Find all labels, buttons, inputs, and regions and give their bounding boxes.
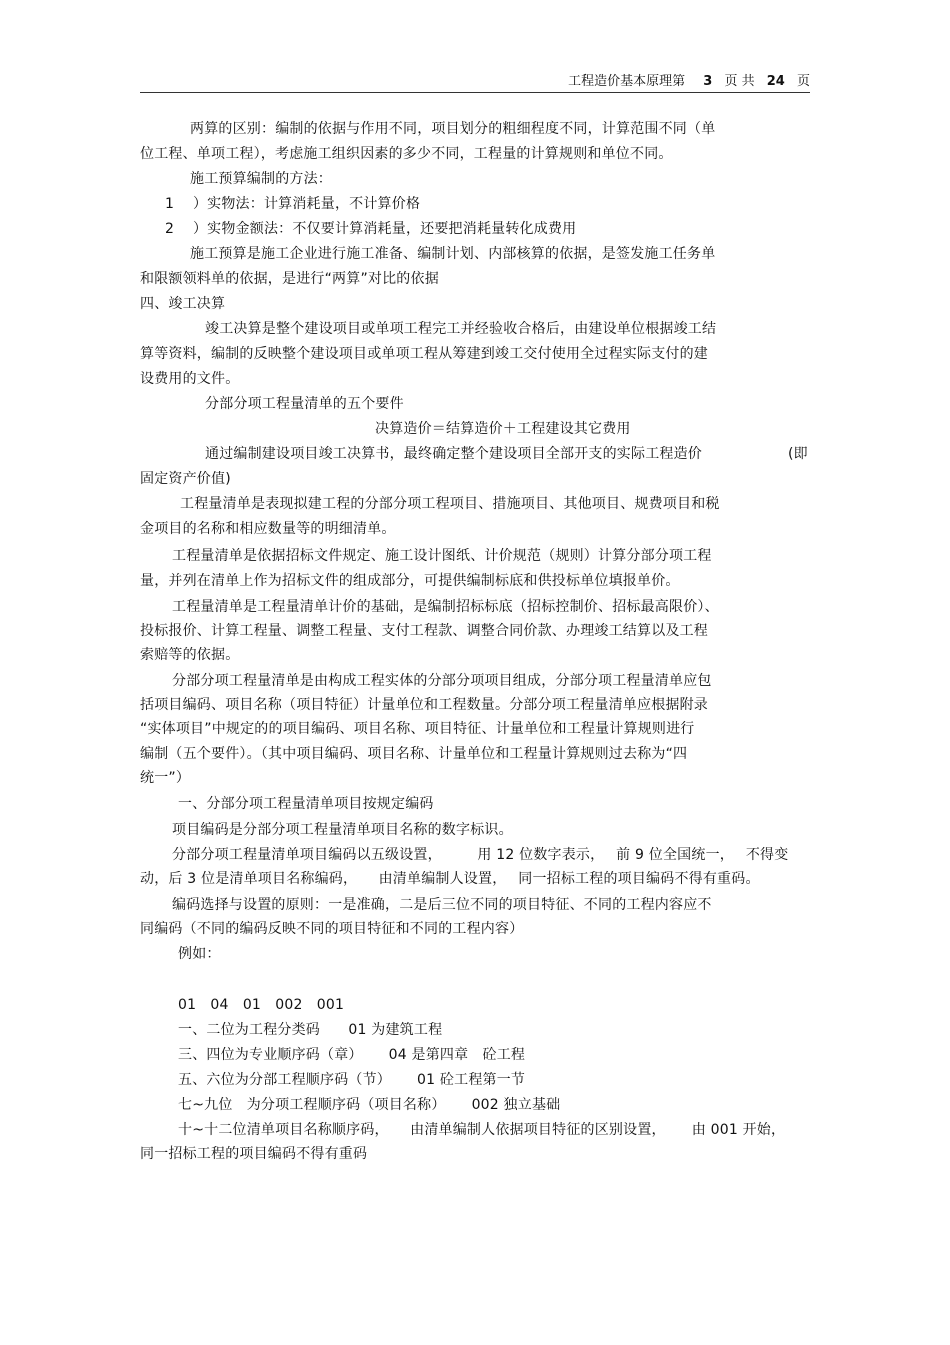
text-line: 同编码（不同的编码反映不同的项目特征和不同的工程内容）: [140, 921, 524, 937]
section-heading: 一、分部分项工程量清单项目按规定编码: [178, 796, 434, 812]
text-line: 工程量清单是工程量清单计价的基础，是编制招标标底（招标控制价、招标最高限价）、: [172, 599, 719, 615]
text-line: 分部分项工程量清单项目编码以五级设置， 用 12 位数字表示， 前 9 位全国统一， 不得变: [172, 847, 789, 863]
text-line: 通过编制建设项目竣工决算书，最终确定整个建设项目全部开支的实际工程造价: [205, 446, 702, 462]
text-line: 工程量清单是表现拟建工程的分部分项工程项目、措施项目、其他项目、规费项目和税: [180, 496, 720, 512]
text-line: 括项目编码、项目名称（项目特征）计量单位和工程数量。分部分项工程量清单应根据附录: [140, 697, 708, 713]
code-explanation: 十~十二位清单项目名称顺序码， 由清单编制人依据项目特征的区别设置， 由 001 开始，: [178, 1122, 786, 1138]
text-line: “实体项目”中规定的的项目编码、项目名称、项目特征、计量单位和工程量计算规则进行: [140, 721, 695, 737]
text-line: 项目编码是分部分项工程量清单项目名称的数字标识。: [172, 822, 513, 838]
section-heading: 四、竣工决算: [140, 296, 226, 312]
page-header: [140, 70, 810, 93]
text-line: 编码选择与设置的原则：一是准确，二是后三位不同的项目特征、不同的工程内容应不: [172, 897, 712, 913]
code-example: 01 04 01 002 001: [178, 997, 345, 1013]
text-line: 量，并列在清单上作为招标文件的组成部分，可提供编制标底和供投标单位填报单价。: [140, 573, 680, 589]
text-line: 索赔等的依据。: [140, 647, 240, 663]
header-page-label: 页 共: [724, 74, 755, 89]
header-title: 工程造价基本原理第: [568, 74, 686, 89]
text-line: 例如：: [178, 946, 221, 962]
text-line: 两算的区别：编制的依据与作用不同，项目划分的粗细程度不同，计算范围不同（单: [190, 121, 716, 137]
code-explanation: 一、二位为工程分类码 01 为建筑工程: [178, 1022, 443, 1038]
header-page-suffix: 页: [796, 74, 810, 89]
text-line: 编制（五个要件）。（其中项目编码、项目名称、计量单位和工程量计算规则过去称为“四: [140, 746, 688, 762]
header-page-number: 3: [703, 74, 713, 89]
text-line: 金项目的名称和相应数量等的明细清单。: [140, 521, 396, 537]
text-line: 固定资产价值): [140, 471, 231, 487]
text-line: 位工程、单项工程），考虑施工组织因素的多少不同，工程量的计算规则和单位不同。: [140, 146, 673, 162]
text-line: 动，后 3 位是清单项目名称编码， 由清单编制人设置， 同一招标工程的项目编码不得有重码。: [140, 871, 760, 887]
text-line: 竣工决算是整个建设项目或单项工程完工并经验收合格后，由建设单位根据竣工结: [205, 321, 717, 337]
header-total-pages: 24: [766, 74, 785, 89]
list-item: 1 ）实物法：计算消耗量，不计算价格: [165, 196, 421, 212]
text-line: 统一”）: [140, 770, 191, 786]
text-line: 分部分项工程量清单是由构成工程实体的分部分项项目组成，分部分项工程量清单应包: [172, 673, 712, 689]
text-line: 工程量清单是依据招标文件规定、施工设计图纸、计价规范（规则）计算分部分项工程: [172, 548, 712, 564]
text-line: 设费用的文件。: [140, 371, 240, 387]
text-line: 投标报价、计算工程量、调整工程量、支付工程款、调整合同价款、办理竣工结算以及工程: [140, 623, 708, 639]
text-line: 同一招标工程的项目编码不得有重码: [140, 1146, 368, 1162]
text-line: (即: [788, 446, 808, 462]
code-explanation: 五、六位为分部工程顺序码（节） 01 砼工程第一节: [178, 1072, 526, 1088]
formula-line: 决算造价＝结算造价＋工程建设其它费用: [375, 421, 631, 437]
code-explanation: 三、四位为专业顺序码（章） 04 是第四章 砼工程: [178, 1047, 526, 1063]
text-line: 分部分项工程量清单的五个要件: [205, 396, 404, 412]
text-line: 施工预算是施工企业进行施工准备、编制计划、内部核算的依据，是签发施工任务单: [190, 246, 716, 262]
code-explanation: 七~九位 为分项工程顺序码（项目名称） 002 独立基础: [178, 1097, 561, 1113]
text-line: 和限额领料单的依据，是进行“两算”对比的依据: [140, 271, 439, 287]
text-line: 算等资料，编制的反映整个建设项目或单项工程从筹建到竣工交付使用全过程实际支付的建: [140, 346, 708, 362]
text-line: 施工预算编制的方法：: [190, 171, 332, 187]
list-item: 2 ）实物金额法：不仅要计算消耗量，还要把消耗量转化成费用: [165, 221, 577, 237]
